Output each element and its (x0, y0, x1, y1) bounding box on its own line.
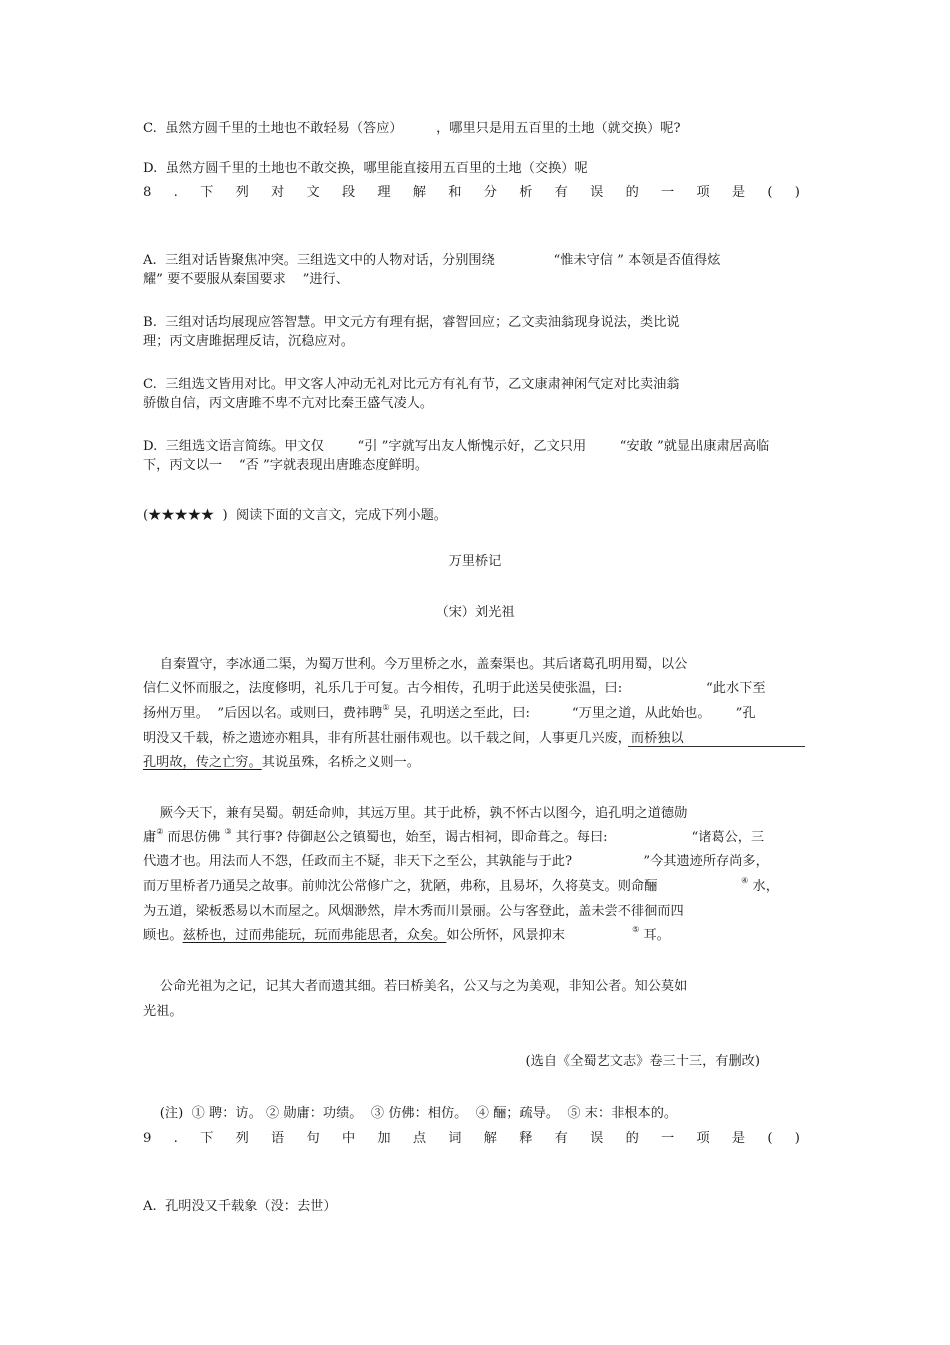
q8-option-b-line2: 理；丙文唐雎据理反诘，沉稳应对。 (143, 334, 354, 349)
q9-stem-char: 是 (731, 1131, 746, 1146)
q9-stem-char: 下 (200, 1131, 214, 1146)
p2-line3: 代遗才也。用法而人不怨，任政而主不疑，非天下之至公，其孰能与于此? ”今其遗迹所存尚多， (143, 854, 769, 869)
q9-stem-char: 解 (483, 1131, 497, 1146)
p1-line3 (143, 704, 756, 724)
q8-stem-char: 的 (625, 185, 639, 200)
p2-line6-text-d: 耳。 (639, 928, 670, 943)
p1-line3-text-b: 吴，孔明送之至此，曰: “万里之道，从此始也。 ”孔 (389, 706, 756, 721)
q9-stem-char: . (173, 1131, 178, 1146)
q8-stem-char: . (173, 185, 178, 200)
p2-line4 (143, 877, 779, 897)
p3-line1: 公命光祖为之记，记其大者而遗其细。若曰桥美名，公又与之为美观，非知公者。知公莫如 (143, 979, 688, 994)
q9-option-a: A. 孔明没又千载象（没：去世） (143, 1199, 337, 1214)
p2-line6 (143, 926, 670, 946)
q8-stem-char: ( (767, 185, 773, 200)
q9-stem-char: 点 (412, 1131, 427, 1146)
q9-stem-char: 中 (341, 1131, 356, 1146)
q8-stem-char: 段 (341, 185, 356, 200)
q8-option-c-line2: 骄傲自信，丙文唐雎不卑不亢对比秦王盛气凌人。 (143, 396, 434, 411)
q9-stem-char: 误 (590, 1131, 604, 1146)
p1-line5-text: 其说虽殊，名桥之义则一。 (261, 755, 420, 770)
p2-line2-text-c: 其行事? 侍御赵公之镇蜀也，始至，谒古相祠，即命葺之。每曰: “诸葛公，三 (231, 830, 765, 845)
q9-stem-char: 释 (519, 1131, 533, 1146)
q8-stem-char: ) (794, 185, 800, 200)
q9-stem-char: 项 (696, 1131, 710, 1146)
passage-title: 万里桥记 (448, 554, 502, 569)
underline-rule (628, 746, 805, 747)
q8-option-b-line1: B. 三组对话均展现应答智慧。甲文元方有理有据，睿智回应；乙文卖油翁现身说法，类比说 (143, 315, 680, 330)
p2-line4-text-b: 水， (748, 879, 779, 894)
q8-stem-char: 下 (200, 185, 214, 200)
q9-stem (143, 1129, 800, 1149)
p2-line6-text-c: 如公所怀，风景抑末 (446, 928, 633, 943)
q8-stem-char: 解 (412, 185, 427, 200)
p2-line6-text-a: 顾也。 (143, 928, 183, 943)
p2-line5: 为五道，梁板悉易以木而屋之。风烟渺然，岸木秀而川景丽。公与客登此，盖未尝不徘徊而四 (143, 904, 684, 919)
q8-option-c-line1: C. 三组选文皆用对比。甲文客人冲动无礼对比元方有礼有节，乙文康肃神闲气定对比卖油翁 (143, 377, 680, 392)
q8-stem-char: 是 (731, 185, 746, 200)
q9-stem-char: 句 (306, 1131, 320, 1146)
q8-option-a-line1: A. 三组对话皆聚焦冲突。三组选文中的人物对话，分别围绕 “惟未守信 ” 本领是否值得炫 (143, 253, 721, 268)
q8-option-d-line1: D. 三组选文语言简练。甲文仅 “引 ”字就写出友人惭愧示好，乙文只用 “安敢 ”就显出康肃居高临 (143, 439, 770, 454)
p2-line1: 厥今天下，兼有吴蜀。朝廷命帅，其远万里。其于此桥，孰不怀古以图今，追孔明之道德勋 (143, 806, 688, 821)
q9-stem-char: ) (794, 1131, 800, 1146)
reading-intro: (★★★★★ ) 阅读下面的文言文，完成下列小题。 (143, 508, 447, 523)
q8-stem-char: 误 (590, 185, 604, 200)
q8-stem-char: 一 (661, 185, 675, 200)
footnote-marker-2: ② (156, 827, 164, 836)
q9-stem-char: 加 (377, 1131, 391, 1146)
footnote-marker-3: ③ (224, 827, 232, 836)
p1-line2: 信仁义怀而服之，法度修明，礼乐几于可复。古今相传，孔明于此送吴使张温，曰: “此水下至 (143, 681, 766, 696)
underlined-sentence-2: 兹桥也，过而弗能玩，玩而弗能思者，众矣。 (182, 928, 447, 943)
q9-stem-char: 语 (271, 1131, 285, 1146)
q8-stem-char: 分 (483, 185, 497, 200)
q8-stem-char: 文 (306, 185, 320, 200)
p1-line4: 明没又千载，桥之遗迹亦粗具，非有所甚壮丽伟观也。以千载之间，人事更几兴废，而桥独以 (143, 731, 684, 746)
q9-stem-char: 的 (625, 1131, 639, 1146)
p1-line3-text-a: 扬州万里。 ”后因以名。或则曰，费祎聘 (143, 706, 383, 721)
p2-line2 (143, 828, 764, 848)
q8-stem (143, 183, 800, 203)
footnote-marker-4: ④ (741, 876, 749, 885)
q9-stem-char: 一 (661, 1131, 675, 1146)
passage-author: （宋）刘光祖 (435, 605, 515, 620)
q8-option-a-line2: 耀” 要不要服从秦国要求 ”进行、 (143, 272, 349, 287)
q8-stem-char: 有 (554, 185, 568, 200)
p1-line1: 自秦置守，李冰通二渠，为蜀万世利。今万里桥之水，盖秦渠也。其后诸葛孔明用蜀，以公 (143, 657, 688, 672)
p2-line2-text-a: 庸 (143, 830, 157, 845)
q9-stem-char: 9 (143, 1131, 152, 1146)
annotation-notes: (注) ① 聘：访。 ② 勋庸：功绩。 ③ 仿佛：相仿。 ④ 酾；疏导。 ⑤ 末：非根本的。 (143, 1106, 678, 1121)
q9-stem-char: 词 (448, 1131, 462, 1146)
q8-stem-char: 和 (448, 185, 462, 200)
passage-source: (选自《全蜀艺文志》卷三十三，有删改) (525, 1054, 760, 1069)
q8-stem-char: 8 (143, 185, 152, 200)
q8-stem-char: 对 (271, 185, 285, 200)
q8-stem-char: 析 (519, 185, 533, 200)
q9-stem-char: 有 (554, 1131, 568, 1146)
q7-option-d: D. 虽然方圆千里的土地也不敢交换，哪里能直接用五百里的土地（交换）呢 (143, 161, 588, 176)
q8-stem-char: 项 (696, 185, 710, 200)
q8-option-d-line2: 下，丙文以一 “否 ”字就表现出唐雎态度鲜明。 (143, 458, 429, 473)
q8-stem-char: 理 (377, 185, 391, 200)
p3-line2: 光祖。 (143, 1004, 183, 1019)
underlined-sentence-1: 孔明故，传之亡穷。 (143, 755, 262, 770)
p1-line5 (143, 753, 420, 773)
footnote-marker-5: ⑤ (632, 925, 640, 934)
q9-stem-char: ( (767, 1131, 773, 1146)
p2-line2-text-b: 而思仿佛 (163, 830, 225, 845)
q9-stem-char: 列 (235, 1131, 249, 1146)
q7-option-c: C. 虽然方圆千里的土地也不敢轻易（答应） ，哪里只是用五百里的土地（就交换）呢? (143, 121, 681, 136)
q8-stem-char: 列 (235, 185, 249, 200)
p2-line4-text-a: 而万里桥者乃通吴之故事。前帅沈公常修广之，犹陋，弗称，且易坏，久将莫支。则命酾 (143, 879, 742, 894)
footnote-marker-1: ① (382, 703, 390, 712)
